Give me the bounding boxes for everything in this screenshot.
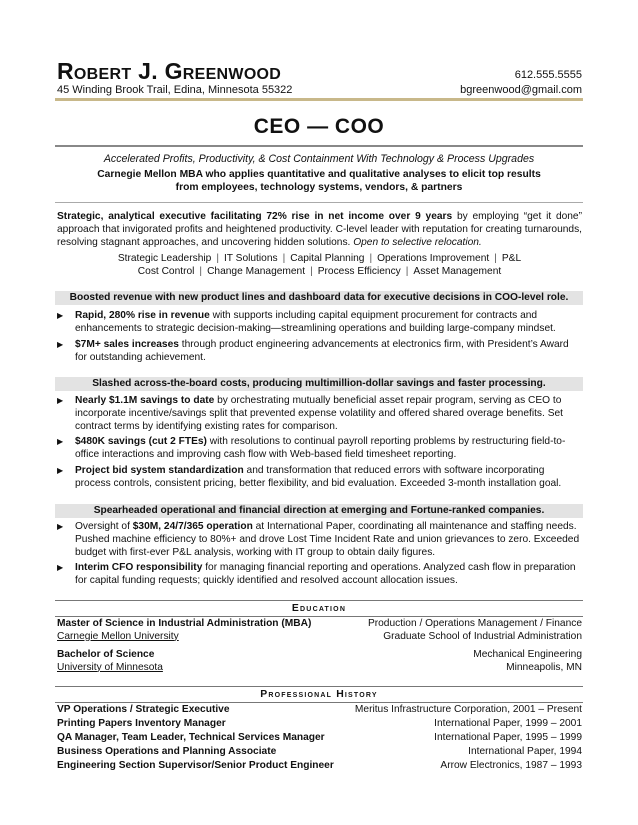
job-org: International Paper, 1995 – 1999 <box>434 732 582 743</box>
field-of-study: Production / Operations Management / Finance <box>367 618 582 629</box>
school-detail: Minneapolis, MN <box>506 661 582 673</box>
bullet-bold: Project bid system standardization <box>75 465 244 476</box>
header-rule <box>55 98 583 101</box>
achievement-bullet <box>57 394 582 433</box>
school-detail: Graduate School of Industrial Administration <box>383 630 582 642</box>
bullet-bold: $7M+ sales increases <box>75 339 179 350</box>
triangle-right-icon: ▶ <box>57 311 64 320</box>
skill: Capital Planning <box>290 253 365 264</box>
school: Carnegie Mellon University <box>57 630 179 642</box>
title-rule <box>55 145 583 147</box>
education-detail <box>368 618 582 643</box>
candidate-phone: 612.555.5555 <box>514 69 582 81</box>
triangle-right-icon: ▶ <box>57 437 64 446</box>
skill: IT Solutions <box>223 253 278 264</box>
skill: Asset Management <box>413 266 502 277</box>
headline: Accelerated Profits, Productivity, & Cost Containment With Technology & Process Upgrades <box>103 153 535 165</box>
bullet-bold: Nearly $1.1M savings to date <box>75 395 215 406</box>
education-rule-top <box>55 600 583 601</box>
achievement-band: Spearheaded operational and financial direction at emerging and Fortune-ranked companies. <box>55 504 583 518</box>
school: University of Minnesota <box>57 661 163 673</box>
bullet-bold: $480K savings (cut 2 FTEs) <box>75 436 207 447</box>
education-detail <box>473 649 582 674</box>
history-heading: Professional History <box>260 689 378 700</box>
history-rule-top <box>55 686 583 687</box>
achievement-bullet <box>57 561 582 587</box>
skill: Strategic Leadership <box>117 253 212 264</box>
job-org: Meritus Infrastructure Corporation, 2001 – Present <box>354 704 582 715</box>
summary-text: by employing “get it done” approach that invigorated profits and heightened productivity. C-level leader with reputation for creating turnarounds, resolving stagnant approaches, and uncovering hidden solutions. <box>57 211 582 248</box>
bullet-text: and transformation that reduced errors with software incorporating process controls, consistent pricing, better flexibility, and bid evaluation. Exceeded 3-month installation goal. <box>75 465 562 489</box>
degree: Master of Science in Industrial Administration (MBA) <box>57 618 312 629</box>
bullet-text: for managing financial reporting and operations. Analyzed cash flow in preparation for capital funding requests; quickly identified and resolved account allocation issues. <box>75 562 576 586</box>
skill: P&L <box>501 253 522 264</box>
job-org: Arrow Electronics, 1987 – 1993 <box>440 760 582 771</box>
skill: Process Efficiency <box>317 266 401 277</box>
bullet-text: by orchestrating mutually beneficial asset repair program, serving as CEO to incorporate incentive/savings split that prevented expense volatility and offered shared overage benefits. Set contract terms by identifying existing rates for comparison. <box>75 395 563 432</box>
achievement-bullet <box>57 338 582 364</box>
job-role: Engineering Section Supervisor/Senior Product Engineer <box>57 760 334 771</box>
triangle-right-icon: ▶ <box>57 563 64 572</box>
candidate-email[interactable]: bgreenwood@gmail.com <box>460 84 582 96</box>
bullet-text: at International Paper, coordinating all maintenance and staffing needs. Pushed machine efficiency to 80%+ and drove Lost Time Incident Rate and union grievances to zero. Exceeded budget with first-ever P&L analysis, working with IT group to obtain daily figures. <box>75 521 580 558</box>
triangle-right-icon: ▶ <box>57 340 64 349</box>
degree: Bachelor of Science <box>57 649 155 660</box>
subhead-line-2: from employees, technology systems, vendors, & partners <box>175 182 463 193</box>
bullet-bold: Interim CFO responsibility <box>75 562 203 573</box>
bullet-bold: Rapid, 280% rise in revenue <box>75 310 210 321</box>
triangle-right-icon: ▶ <box>57 466 64 475</box>
job-org: International Paper, 1999 – 2001 <box>434 718 582 729</box>
achievement-band: Boosted revenue with new product lines and dashboard data for executive decisions in COO-level role. <box>55 291 583 305</box>
bullet-text: with supports including capital equipment procurement for contracts and enhancements to strategic decision-making—streamlining operations and building large-company mindset. <box>75 310 556 334</box>
job-role: Business Operations and Planning Associate <box>57 746 277 757</box>
education-entry <box>57 649 163 674</box>
achievement-bullet <box>57 520 582 559</box>
triangle-right-icon: ▶ <box>57 522 64 531</box>
skills-row-1: Strategic Leadership | IT Solutions | Capital Planning | Operations Improvement | P&L <box>117 253 522 264</box>
triangle-right-icon: ▶ <box>57 396 64 405</box>
bullet-text: through product engineering advancements at electronics firm, with President’s Award for outstanding achievement. <box>75 339 569 363</box>
job-role: Printing Papers Inventory Manager <box>57 718 226 729</box>
education-rule-bottom <box>55 616 583 617</box>
education-entry <box>57 618 311 643</box>
achievement-bullet <box>57 435 582 461</box>
bullet-text: with resolutions to continual payroll reporting problems by restructuring field-to-office interactions and improving cash flow with Web-based field timesheet reporting. <box>75 436 566 460</box>
subhead-line-1: Carnegie Mellon MBA who applies quantitative and qualitative analyses to elicit top results <box>97 169 541 180</box>
achievement-bullet <box>57 464 582 490</box>
job-role: VP Operations / Strategic Executive <box>57 704 230 715</box>
education-heading: Education <box>291 603 347 614</box>
bullet-pre: Oversight of <box>75 521 133 532</box>
achievement-band: Slashed across-the-board costs, producing multimillion-dollar savings and faster processing. <box>55 377 583 391</box>
summary-paragraph <box>57 210 582 249</box>
skills-row-2: Cost Control | Change Management | Process Efficiency | Asset Management <box>137 266 502 277</box>
resume-title: CEO — COO <box>253 115 385 138</box>
summary-italic: Open to selective relocation. <box>353 237 482 248</box>
skill: Change Management <box>207 266 306 277</box>
summary-rule <box>55 202 583 203</box>
skill: Operations Improvement <box>377 253 490 264</box>
bullet-bold: $30M, 24/7/365 operation <box>132 521 253 532</box>
subhead <box>70 168 568 194</box>
field-of-study: Mechanical Engineering <box>473 649 582 660</box>
skill: Cost Control <box>137 266 195 277</box>
achievement-bullet <box>57 309 582 335</box>
summary-bold: Strategic, analytical executive facilitating 72% rise in net income over 9 years <box>57 211 453 222</box>
candidate-name: Robert J. Greenwood <box>57 58 282 84</box>
job-org: International Paper, 1994 <box>468 746 582 757</box>
job-role: QA Manager, Team Leader, Technical Services Manager <box>57 732 325 743</box>
candidate-address: 45 Winding Brook Trail, Edina, Minnesota 55322 <box>57 84 293 96</box>
